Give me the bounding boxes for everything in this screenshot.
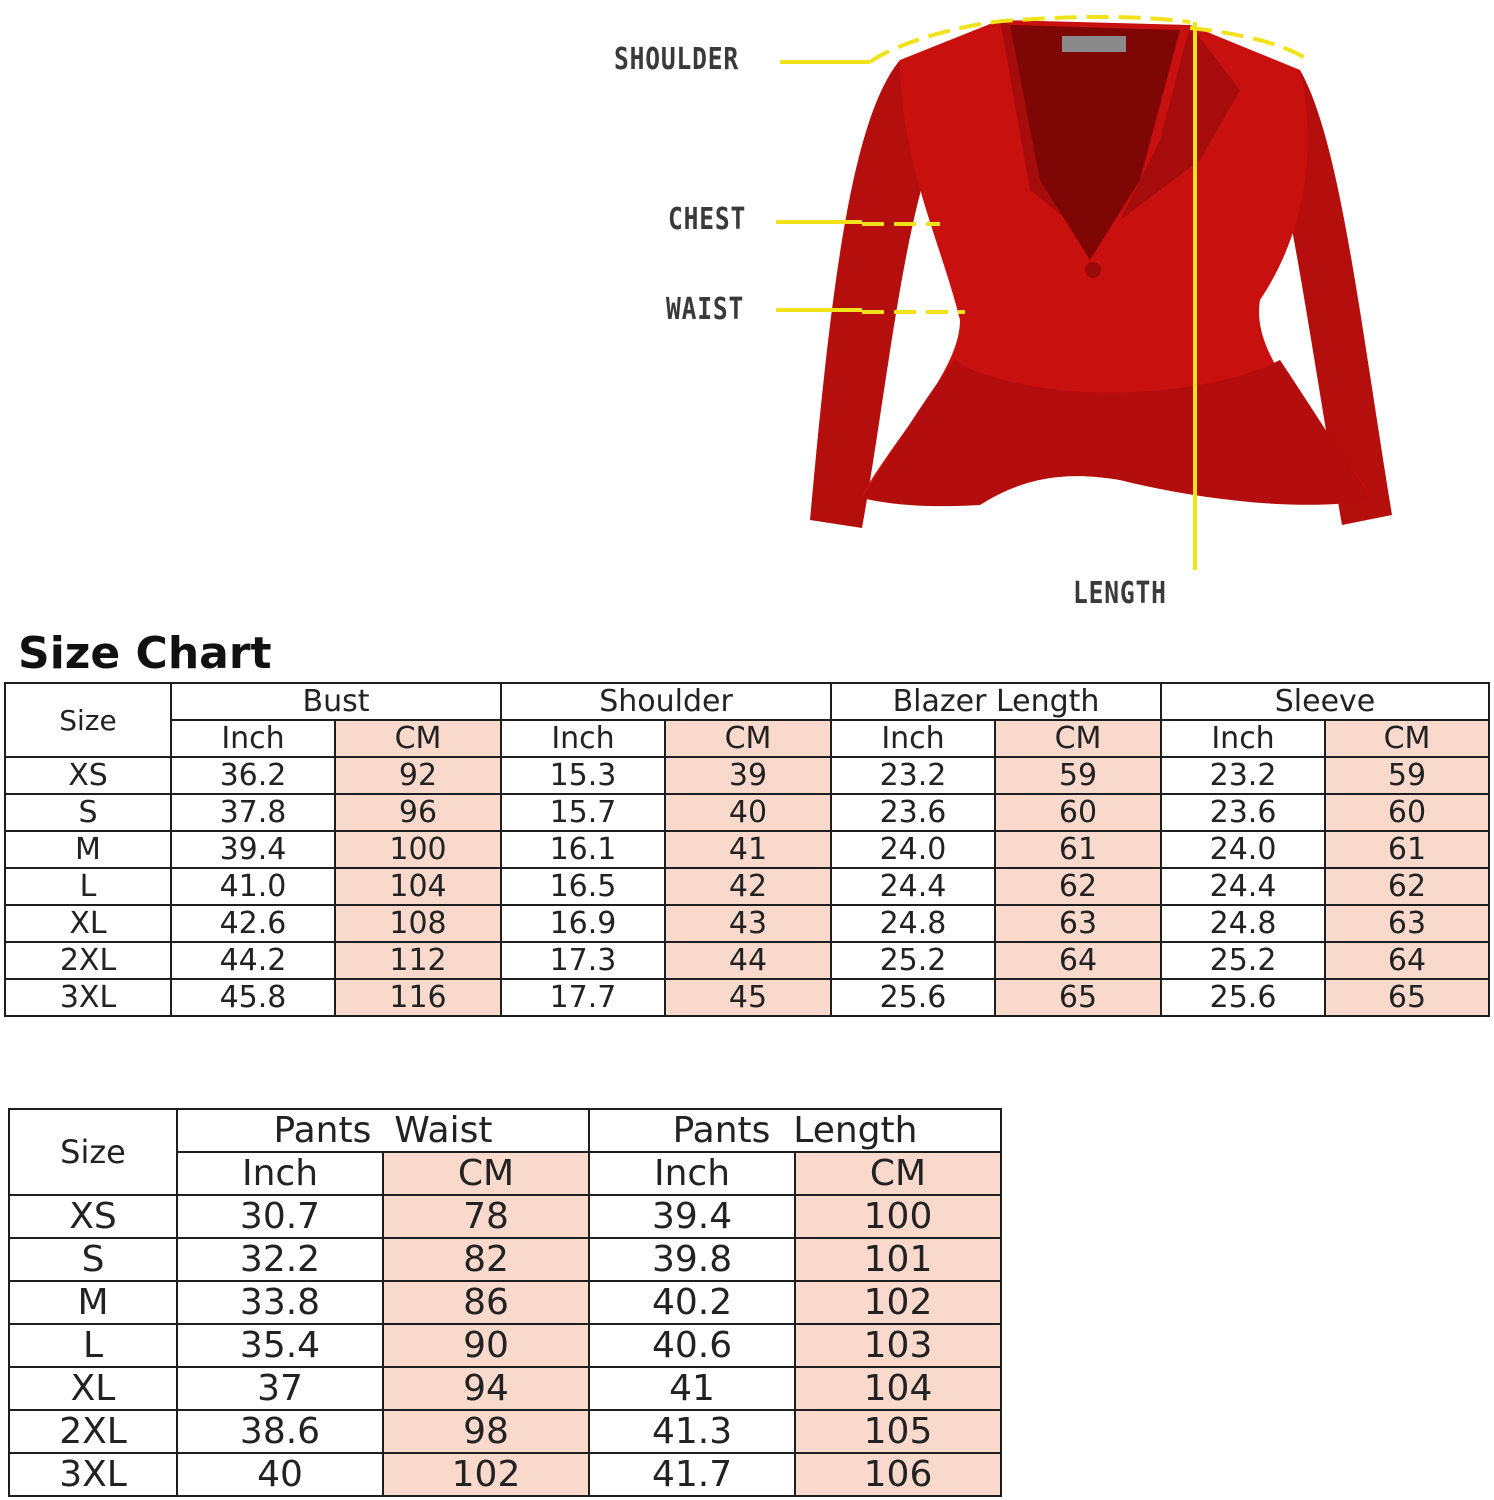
button (1085, 262, 1101, 278)
table-row (5, 905, 1489, 942)
length-inch-cell: 39.4 (589, 1195, 795, 1238)
bust-inch-cell: 36.2 (171, 757, 335, 794)
length-inch-cell: 24.4 (831, 868, 995, 905)
size-cell: 2XL (5, 942, 171, 979)
bust-cm-cell: 92 (335, 757, 501, 794)
size-cell: S (9, 1238, 177, 1281)
shoulder-inch-cell: 17.3 (501, 942, 665, 979)
sleeve-inch-cell: 23.6 (1161, 794, 1325, 831)
waist-cm-cell: 102 (383, 1453, 589, 1496)
chest-label: CHEST (668, 202, 747, 237)
shoulder-inch-cell: 17.7 (501, 979, 665, 1016)
sleeve-cm-cell: 63 (1325, 905, 1489, 942)
table-row (9, 1367, 1001, 1410)
table-row (5, 831, 1489, 868)
length-inch-cell: 39.8 (589, 1238, 795, 1281)
bust-inch-cell: 45.8 (171, 979, 335, 1016)
length-inch-cell: 41.3 (589, 1410, 795, 1453)
group-header-shoulder: Shoulder (501, 683, 831, 720)
group-header-row (5, 683, 1489, 720)
unit-header-cm: CM (995, 720, 1161, 757)
bust-cm-cell: 108 (335, 905, 501, 942)
bust-inch-cell: 42.6 (171, 905, 335, 942)
unit-header-inch: Inch (589, 1152, 795, 1195)
length-cm-cell: 102 (795, 1281, 1001, 1324)
size-column-header: Size (9, 1109, 177, 1195)
waist-inch-cell: 30.7 (177, 1195, 383, 1238)
sleeve-inch-cell: 24.8 (1161, 905, 1325, 942)
length-cm-cell: 106 (795, 1453, 1001, 1496)
sleeve-cm-cell: 60 (1325, 794, 1489, 831)
sleeve-inch-cell: 23.2 (1161, 757, 1325, 794)
waist-inch-cell: 33.8 (177, 1281, 383, 1324)
group-header-bust: Bust (171, 683, 501, 720)
garment-diagram (600, 0, 1494, 620)
length-cm-cell: 104 (795, 1367, 1001, 1410)
size-cell: XS (9, 1195, 177, 1238)
sleeve-inch-cell: 24.4 (1161, 868, 1325, 905)
size-column-header: Size (5, 683, 171, 757)
sleeve-inch-cell: 24.0 (1161, 831, 1325, 868)
waist-cm-cell: 98 (383, 1410, 589, 1453)
length-inch-cell: 23.6 (831, 794, 995, 831)
waist-inch-cell: 38.6 (177, 1410, 383, 1453)
size-cell: L (5, 868, 171, 905)
unit-header-cm: CM (383, 1152, 589, 1195)
group-header-blazer-length: Blazer Length (831, 683, 1161, 720)
shoulder-cm-cell: 39 (665, 757, 831, 794)
length-label: LENGTH (1073, 576, 1167, 611)
sleeve-cm-cell: 62 (1325, 868, 1489, 905)
waist-cm-cell: 78 (383, 1195, 589, 1238)
unit-header-cm: CM (795, 1152, 1001, 1195)
shoulder-cm-cell: 44 (665, 942, 831, 979)
sleeve-inch-cell: 25.6 (1161, 979, 1325, 1016)
length-inch-cell: 41.7 (589, 1453, 795, 1496)
table-row (5, 868, 1489, 905)
length-inch-cell: 25.2 (831, 942, 995, 979)
waist-cm-cell: 94 (383, 1367, 589, 1410)
shoulder-cm-cell: 40 (665, 794, 831, 831)
length-inch-cell: 24.0 (831, 831, 995, 868)
table-row (5, 794, 1489, 831)
length-cm-cell: 64 (995, 942, 1161, 979)
length-inch-cell: 41 (589, 1367, 795, 1410)
length-cm-cell: 61 (995, 831, 1161, 868)
length-inch-cell: 24.8 (831, 905, 995, 942)
table-row (9, 1410, 1001, 1453)
waist-inch-cell: 35.4 (177, 1324, 383, 1367)
bust-inch-cell: 37.8 (171, 794, 335, 831)
length-inch-cell: 25.6 (831, 979, 995, 1016)
bust-cm-cell: 96 (335, 794, 501, 831)
table-row (9, 1195, 1001, 1238)
unit-header-cm: CM (1325, 720, 1489, 757)
bust-inch-cell: 41.0 (171, 868, 335, 905)
bust-cm-cell: 112 (335, 942, 501, 979)
bust-cm-cell: 100 (335, 831, 501, 868)
table-row (9, 1281, 1001, 1324)
shoulder-cm-cell: 43 (665, 905, 831, 942)
size-cell: 3XL (5, 979, 171, 1016)
group-header-sleeve: Sleeve (1161, 683, 1489, 720)
shoulder-inch-cell: 15.7 (501, 794, 665, 831)
size-cell: M (5, 831, 171, 868)
length-cm-cell: 103 (795, 1324, 1001, 1367)
shoulder-cm-cell: 45 (665, 979, 831, 1016)
unit-header-inch: Inch (831, 720, 995, 757)
waist-inch-cell: 37 (177, 1367, 383, 1410)
shoulder-inch-cell: 16.5 (501, 868, 665, 905)
sleeve-cm-cell: 65 (1325, 979, 1489, 1016)
unit-header-row (5, 720, 1489, 757)
length-cm-cell: 105 (795, 1410, 1001, 1453)
size-cell: XS (5, 757, 171, 794)
waist-cm-cell: 90 (383, 1324, 589, 1367)
table-row (9, 1453, 1001, 1496)
size-cell: XL (9, 1367, 177, 1410)
length-inch-cell: 23.2 (831, 757, 995, 794)
unit-header-inch: Inch (177, 1152, 383, 1195)
waist-inch-cell: 40 (177, 1453, 383, 1496)
shoulder-inch-cell: 16.9 (501, 905, 665, 942)
size-cell: 2XL (9, 1410, 177, 1453)
bust-inch-cell: 39.4 (171, 831, 335, 868)
waist-cm-cell: 82 (383, 1238, 589, 1281)
waist-inch-cell: 32.2 (177, 1238, 383, 1281)
waist-cm-cell: 86 (383, 1281, 589, 1324)
length-cm-cell: 100 (795, 1195, 1001, 1238)
size-chart-title: Size Chart (18, 628, 272, 679)
size-cell: S (5, 794, 171, 831)
shoulder-cm-cell: 42 (665, 868, 831, 905)
waist-label: WAIST (666, 292, 745, 327)
table-row (5, 757, 1489, 794)
sleeve-cm-cell: 61 (1325, 831, 1489, 868)
length-cm-cell: 59 (995, 757, 1161, 794)
length-cm-cell: 60 (995, 794, 1161, 831)
unit-header-inch: Inch (501, 720, 665, 757)
table-row (9, 1324, 1001, 1367)
group-header-pants-waist: Pants Waist (177, 1109, 589, 1152)
shoulder-cm-cell: 41 (665, 831, 831, 868)
size-cell: M (9, 1281, 177, 1324)
unit-header-cm: CM (335, 720, 501, 757)
pants-size-table (8, 1108, 1002, 1497)
group-header-row (9, 1109, 1001, 1152)
table-row (5, 979, 1489, 1016)
unit-header-inch: Inch (1161, 720, 1325, 757)
sleeve-cm-cell: 59 (1325, 757, 1489, 794)
bust-inch-cell: 44.2 (171, 942, 335, 979)
bust-cm-cell: 116 (335, 979, 501, 1016)
shoulder-inch-cell: 15.3 (501, 757, 665, 794)
length-inch-cell: 40.6 (589, 1324, 795, 1367)
sleeve-inch-cell: 25.2 (1161, 942, 1325, 979)
table-row (9, 1238, 1001, 1281)
length-cm-cell: 65 (995, 979, 1161, 1016)
length-cm-cell: 63 (995, 905, 1161, 942)
group-header-pants-length: Pants Length (589, 1109, 1001, 1152)
shoulder-inch-cell: 16.1 (501, 831, 665, 868)
table-row (5, 942, 1489, 979)
length-cm-cell: 62 (995, 868, 1161, 905)
blazer-size-table (4, 682, 1490, 1017)
unit-header-cm: CM (665, 720, 831, 757)
size-cell: L (9, 1324, 177, 1367)
unit-header-inch: Inch (171, 720, 335, 757)
shoulder-label: SHOULDER (614, 42, 740, 77)
length-inch-cell: 40.2 (589, 1281, 795, 1324)
size-cell: 3XL (9, 1453, 177, 1496)
neck-tag (1062, 36, 1126, 52)
sleeve-cm-cell: 64 (1325, 942, 1489, 979)
length-cm-cell: 101 (795, 1238, 1001, 1281)
bust-cm-cell: 104 (335, 868, 501, 905)
size-cell: XL (5, 905, 171, 942)
